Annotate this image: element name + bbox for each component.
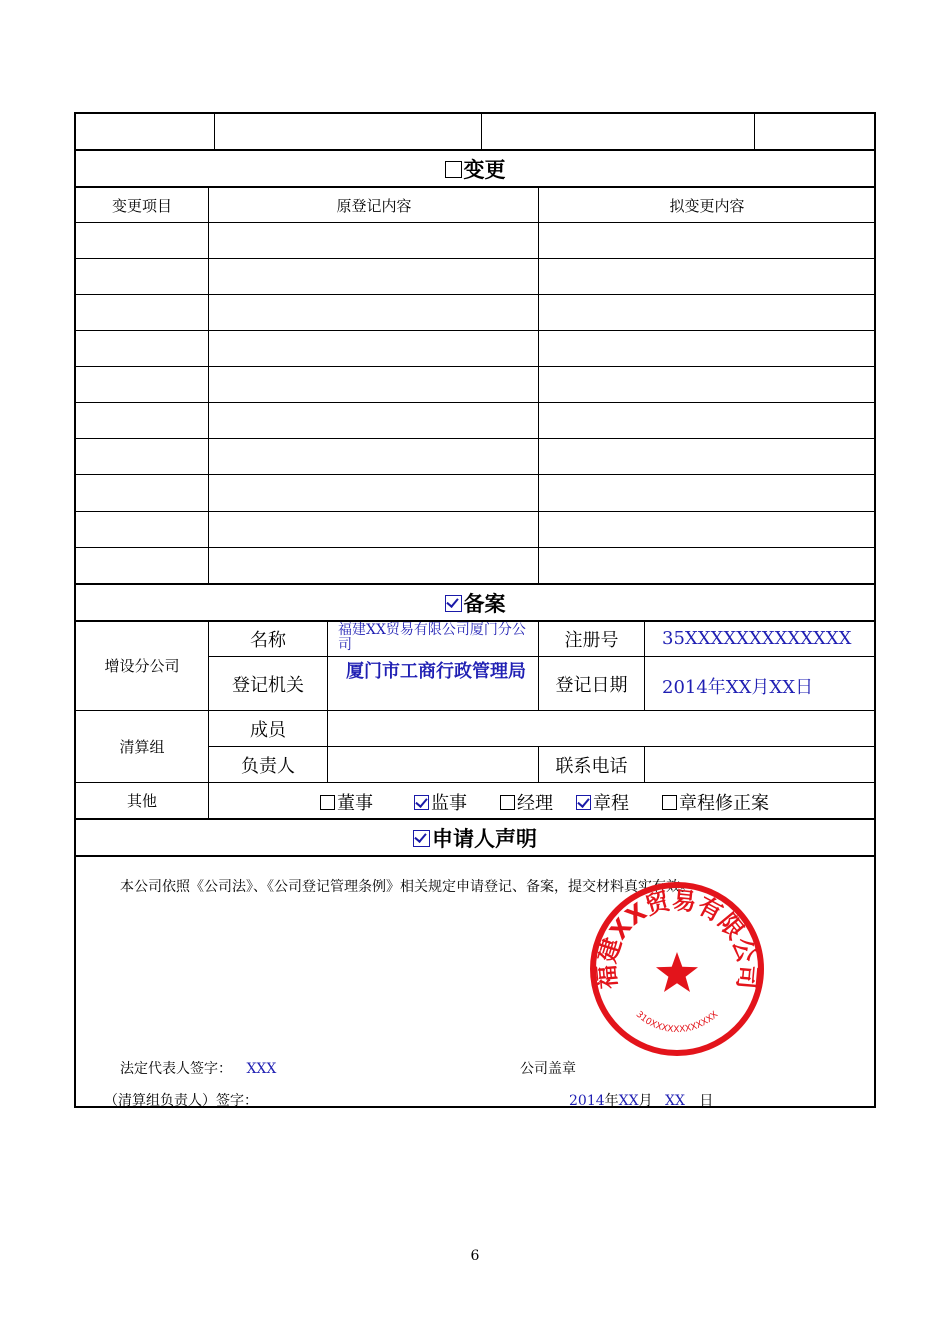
option-articles[interactable]: 章程	[576, 789, 662, 815]
divider	[76, 402, 874, 403]
divider	[76, 294, 874, 295]
leader-label: 负责人	[241, 755, 295, 777]
option-articles-amendment[interactable]: 章程修正案	[662, 789, 769, 815]
liquidation-label: 清算组	[119, 738, 165, 756]
reg-date-value: 2014年XX月XX日	[662, 677, 814, 698]
divider	[76, 258, 874, 259]
reg-no-label: 注册号	[564, 629, 619, 651]
divider	[481, 114, 482, 150]
change-checkbox[interactable]	[445, 161, 462, 178]
other-options	[320, 789, 769, 815]
page-number: 6	[470, 1248, 480, 1264]
divider	[76, 511, 874, 512]
divider	[644, 746, 645, 782]
authority-value: 厦门市工商行政管理局	[346, 661, 526, 682]
option-manager[interactable]: 经理	[500, 789, 576, 815]
filing-section-title: 备案	[76, 585, 874, 621]
company-seal-label: 公司盖章	[520, 1061, 576, 1077]
seal-company-name: 福建XX贸易有限公司	[592, 886, 762, 991]
divider	[76, 366, 874, 367]
director-checkbox[interactable]	[320, 795, 335, 810]
divider	[76, 222, 874, 223]
col-header-proposed: 拟变更内容	[669, 196, 745, 215]
col-header-item: 变更项目	[111, 196, 172, 215]
manager-checkbox[interactable]	[500, 795, 515, 810]
name-label: 名称	[250, 629, 286, 651]
filing-checkbox[interactable]	[445, 595, 462, 612]
company-seal	[588, 880, 766, 1058]
divider	[76, 547, 874, 548]
authority-label: 登记机关	[232, 674, 304, 696]
reg-date-label: 登记日期	[555, 674, 628, 696]
declaration-statement: 本公司依照《公司法》、《公司登记管理条例》相关规定申请登记、备案，提交材料真实有效。	[120, 879, 694, 895]
articles-checkbox[interactable]	[576, 795, 591, 810]
branch-label: 增设分公司	[104, 657, 180, 675]
divider	[76, 330, 874, 331]
declaration-date: 2014年XX月 XX 日	[569, 1093, 714, 1109]
seal-star-icon	[656, 952, 698, 992]
branch-name-value: 福建XX贸易有限公司厦门分公司	[338, 622, 526, 653]
col-header-original: 原登记内容	[336, 196, 412, 215]
declaration-section-title: 申请人声明	[76, 820, 874, 856]
change-section-title: 变更	[76, 151, 874, 187]
divider	[327, 746, 328, 782]
divider	[538, 187, 539, 584]
divider	[76, 855, 874, 857]
phone-label: 联系电话	[555, 755, 628, 777]
liquidation-signature-label: （清算组负责人）签字：	[104, 1093, 258, 1109]
divider	[644, 621, 645, 711]
divider	[208, 187, 209, 584]
option-supervisor[interactable]: 监事	[414, 789, 500, 815]
divider	[327, 621, 328, 747]
divider	[76, 438, 874, 439]
articles-amendment-checkbox[interactable]	[662, 795, 677, 810]
divider	[76, 474, 874, 475]
member-label: 成员	[250, 719, 286, 741]
divider	[754, 114, 755, 150]
other-label: 其他	[126, 792, 157, 810]
option-director[interactable]: 董事	[320, 789, 414, 815]
divider	[214, 114, 215, 150]
seal-number: 310XXXXXXXXXXXX	[633, 1009, 721, 1036]
legal-rep-signature: 法定代表人签字： XXX	[120, 1061, 277, 1077]
declaration-checkbox[interactable]	[413, 830, 430, 847]
reg-no-value: 35XXXXXXXXXXXXX	[662, 628, 852, 649]
supervisor-checkbox[interactable]	[414, 795, 429, 810]
